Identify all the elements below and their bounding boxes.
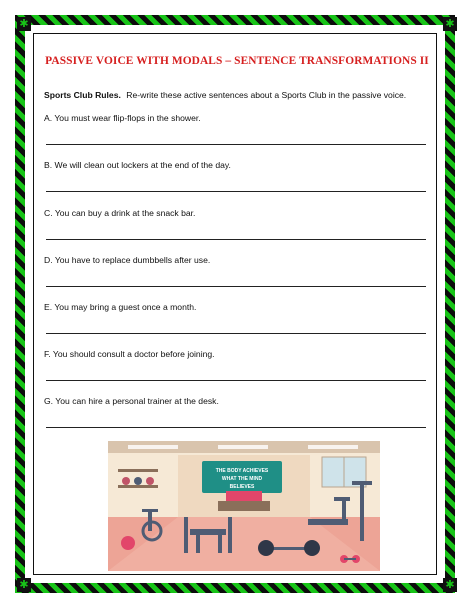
answer-line-b[interactable]: [46, 191, 426, 192]
answer-line-g[interactable]: [46, 427, 426, 428]
question-c: C. You can buy a drink at the snack bar.: [44, 208, 196, 218]
question-g: G. You can hire a personal trainer at the desk.: [44, 396, 219, 406]
answer-line-d[interactable]: [46, 286, 426, 287]
question-a: A. You must wear flip-flops in the shower.: [44, 113, 201, 123]
answer-line-c[interactable]: [46, 239, 426, 240]
gym-illustration: [108, 441, 380, 571]
instructions-text: Re-write these active sentences about a Sports Club in the passive voice.: [126, 90, 407, 100]
svg-text:BELIEVES: BELIEVES: [229, 484, 255, 490]
answer-line-a[interactable]: [46, 144, 426, 145]
corner-star-icon: ✱: [17, 17, 31, 31]
corner-star-icon: ✱: [17, 578, 31, 592]
svg-text:WHAT THE MIND: WHAT THE MIND: [221, 476, 263, 482]
svg-text:THE BODY ACHIEVES: THE BODY ACHIEVES: [215, 468, 269, 474]
question-e: E. You may bring a guest once a month.: [44, 302, 197, 312]
question-b: B. We will clean out lockers at the end of the day.: [44, 160, 231, 170]
question-d: D. You have to replace dumbbells after use.: [44, 255, 211, 265]
worksheet-title: PASSIVE VOICE WITH MODALS – SENTENCE TRANSFORMATIONS II: [45, 55, 429, 67]
instructions-heading: Sports Club Rules.: [44, 90, 121, 100]
instructions: [44, 90, 406, 100]
question-f: F. You should consult a doctor before joining.: [44, 349, 215, 359]
answer-line-e[interactable]: [46, 333, 426, 334]
corner-star-icon: ✱: [443, 578, 457, 592]
answer-line-f[interactable]: [46, 380, 426, 381]
corner-star-icon: ✱: [443, 17, 457, 31]
